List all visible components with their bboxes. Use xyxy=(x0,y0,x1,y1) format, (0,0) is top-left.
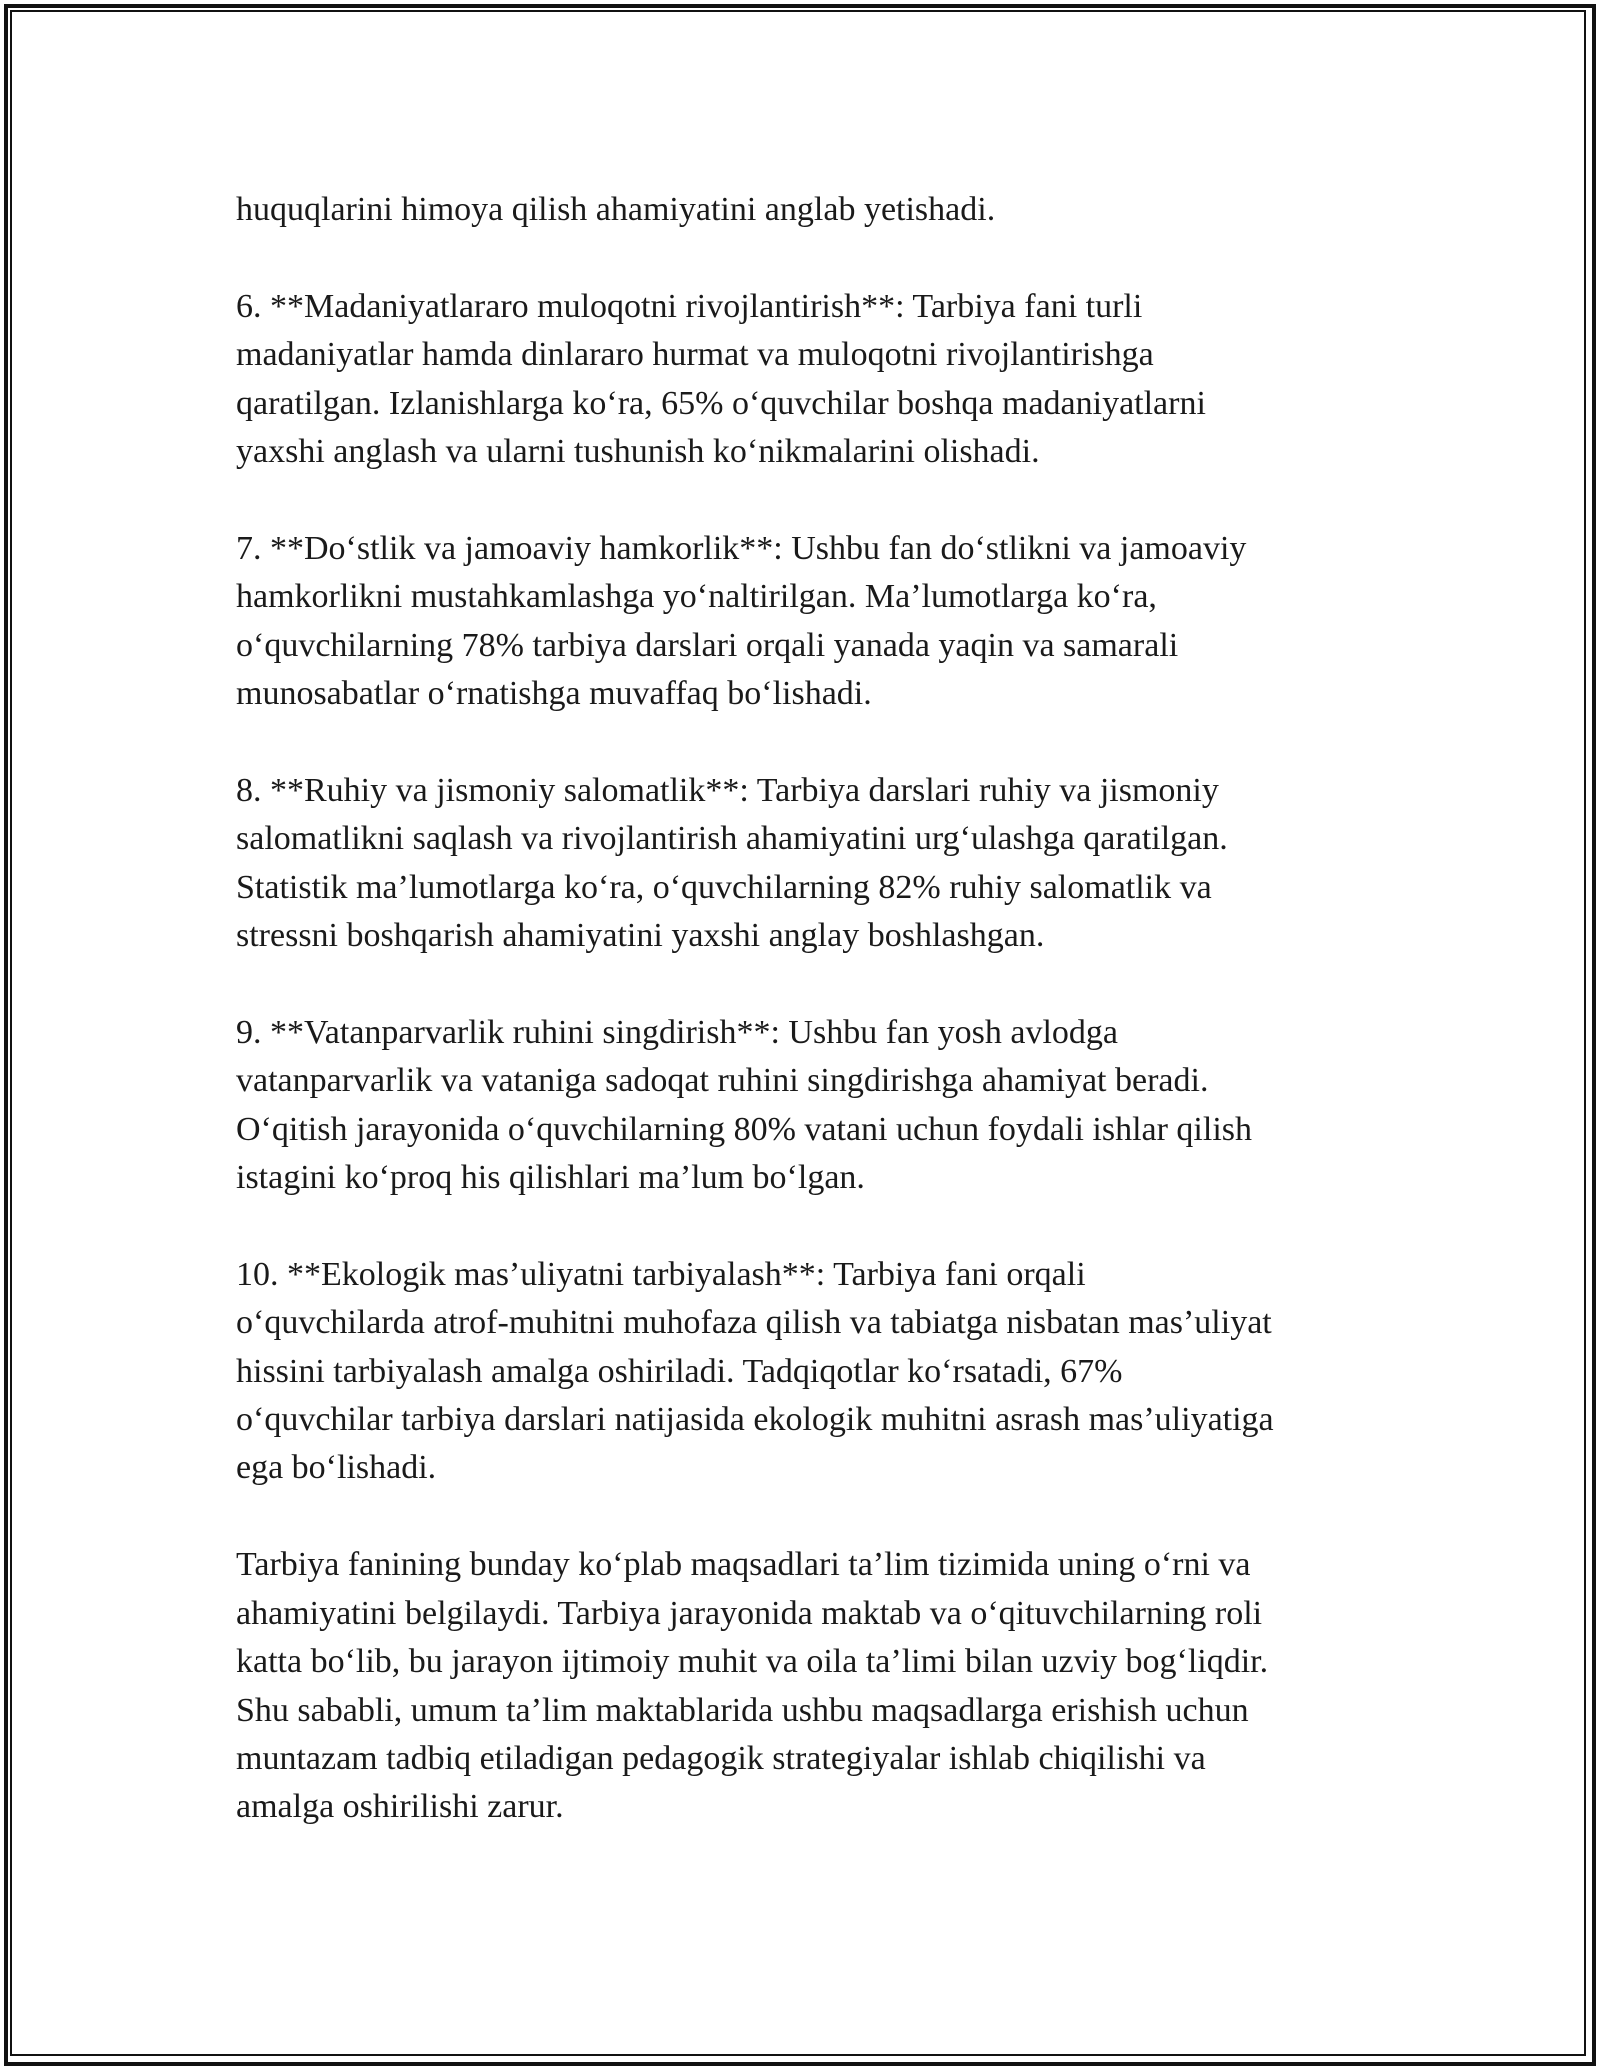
conclusion-paragraph: Tarbiya fanining bunday ko‘plab maqsadlari ta’lim tizimida uning o‘rni va ahamiyatini belgilaydi. Tarbiya jarayonida maktab va o‘qituvchilarning roli katta bo‘lib, bu jarayon ijtimoiy muhit va oila ta’limi bilan uzviy bog‘liqdir. Shu sababli, umum ta’lim maktablarida ushbu maqsadlarga erishish uchun muntazam tadbiq etiladigan pedagogik strategiyalar ishlab chiqilishi va amalga oshirilishi zarur. xyxy=(236,1546,1269,1826)
document-body xyxy=(236,186,1376,1832)
list-item-6: 6. **Madaniyatlararo muloqotni rivojlantirish**: Tarbiya fani turli madaniyatlar hamda dinlararo hurmat va muloqotni rivojlantirishga qaratilgan. Izlanishlarga ko‘ra, 65% o‘quvchilar boshqa madaniyatlarni yaxshi anglash va ularni tushunish ko‘nikmalarini olishadi. xyxy=(236,287,1206,471)
list-item-8: 8. **Ruhiy va jismoniy salomatlik**: Tarbiya darslari ruhiy va jismoniy salomatlikni saqlash va rivojlantirish ahamiyatini urg‘ulashga qaratilgan. Statistik ma’lumotlarga ko‘ra, o‘quvchilarning 82% ruhiy salomatlik va stressni boshqarish ahamiyatini yaxshi anglay boshlashgan. xyxy=(236,771,1228,955)
list-item-9: 9. **Vatanparvarlik ruhini singdirish**: Ushbu fan yosh avlodga vatanparvarlik va vataniga sadoqat ruhini singdirishga ahamiyat beradi. O‘qitish jarayonida o‘quvchilarning 80% vatani uchun foydali ishlar qilish istagini ko‘proq his qilishlari ma’lum bo‘lgan. xyxy=(236,1013,1252,1197)
paragraph-continuation: huquqlarini himoya qilish ahamiyatini anglab yetishadi. xyxy=(236,191,996,228)
list-item-7: 7. **Do‘stlik va jamoaviy hamkorlik**: Ushbu fan do‘stlikni va jamoaviy hamkorlikni mustahkamlashga yo‘naltirilgan. Ma’lumotlarga ko‘ra, o‘quvchilarning 78% tarbiya darslari orqali yanada yaqin va samarali munosabatlar o‘rnatishga muvaffaq bo‘lishadi. xyxy=(236,529,1247,713)
list-item-10: 10. **Ekologik mas’uliyatni tarbiyalash**: Tarbiya fani orqali o‘quvchilarda atrof-muhitni muhofaza qilish va tabiatga nisbatan mas’uliyat hissini tarbiyalash amalga oshiriladi. Tadqiqotlar ko‘rsatadi, 67% o‘quvchilar tarbiya darslari natijasida ekologik muhitni asrash mas’uliyatiga ega bo‘lishadi. xyxy=(236,1255,1274,1487)
